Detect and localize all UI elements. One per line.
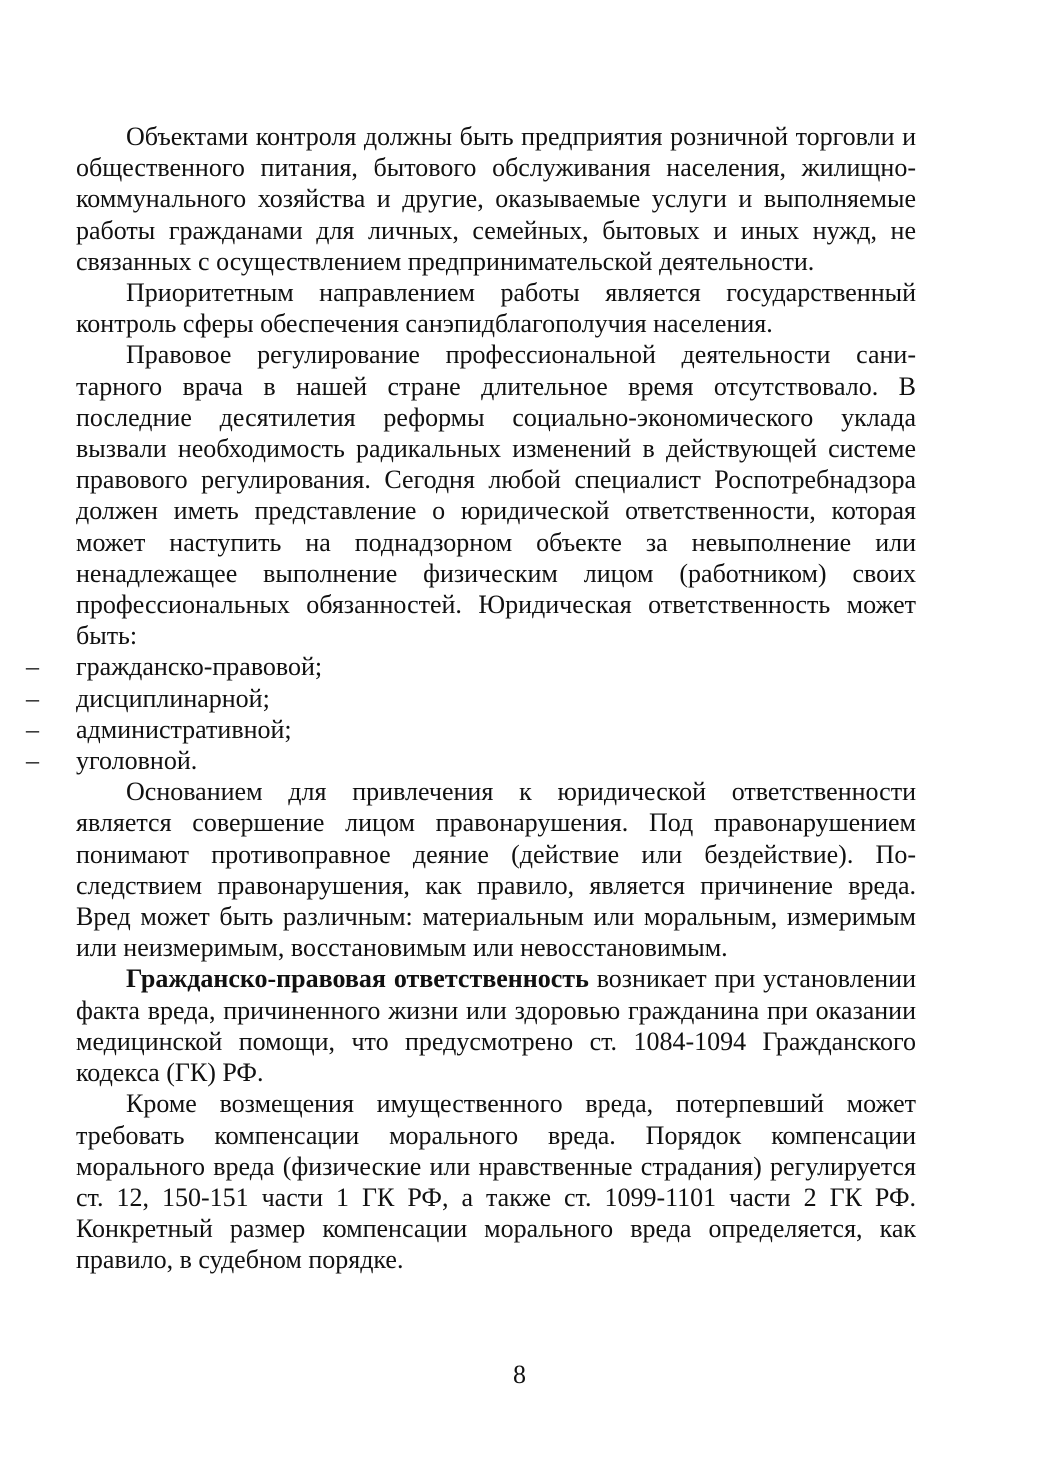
page-number: 8	[513, 1360, 526, 1389]
list-item-text: дисциплинарной;	[76, 683, 270, 713]
list-dash: –	[26, 714, 39, 744]
paragraph-legal-regulation: Правовое регулирование профессиональной деятельности санитарного врача в нашей стране длительное время отсутствовало. В последние десятилетия реформы социально-экономического уклада вызвали необходимость радикальных изменений в действующей системе правового регулирования. Сегодня любой специалист Роспотребнадзора должен иметь представление о юридической ответственности, которая может наступить на поднадзорном объекте за невыполнение или ненадлежащее выполнение физическим лицом (работником) своих профессиональных обязанностей. Юридическая ответственность может быть:	[76, 340, 916, 651]
term-civil-liability: Гражданско-правовая ответственность	[126, 964, 589, 994]
list-item	[26, 745, 916, 776]
list-dash: –	[26, 683, 39, 713]
paragraph-grounds-for-liability: Основанием для привлечения к юридической ответственности является совершение лицом правонарушения. Под правонарушением понимают противоправное деяние (действие или бездействие). Последствием правонарушения, как правило, является причинение вреда. Вред может быть различным: материальным или моральным, измеримым или неизмеримым, восстановимым или невосстановимым.	[76, 777, 916, 963]
paragraph-objects-of-control: Объектами контроля должны быть предприятия розничной торговли и общественного питания, бытового обслуживания населения, жилищно-коммунального хозяйства и другие, оказываемые услуги и выполняемые работы гражданами для личных, семейных, бытовых и иных нужд, не связанных с осуществлением предпринимательской деятельности.	[76, 122, 916, 276]
list-item	[26, 651, 916, 682]
paragraph-moral-damage: Кроме возмещения имущественного вреда, потерпевший может требовать компенсации морального вреда. Порядок компенсации морального вреда (физические или нравственные страдания) регулируется ст. 12, 150-151 части 1 ГК РФ, а также ст. 1099-1101 части 2 ГК РФ. Конкретный размер компенсации морального вреда определяется, как правило, в судебном порядке.	[76, 1089, 916, 1275]
list-item-text: гражданско-правовой;	[76, 652, 323, 682]
list-dash: –	[26, 652, 39, 682]
responsibility-types-list	[26, 651, 916, 776]
paragraph-civil-liability-text: возникает при установлении факта вреда, причиненного жизни или здоровью гражданина при оказании медицинской помощи, что предусмотрено ст. 1084-1094 Гражданского кодекса (ГК) РФ.	[76, 964, 916, 1088]
list-dash: –	[26, 746, 39, 776]
list-item	[26, 714, 916, 745]
paragraph-priority-direction: Приоритетным направлением работы является государственный контроль сферы обеспечения санэпидблагополучия населения.	[76, 278, 916, 339]
list-item	[26, 683, 916, 714]
list-item-text: административной;	[76, 714, 292, 744]
page-body	[26, 121, 916, 1276]
list-item-text: уголовной.	[76, 746, 198, 776]
paragraph-civil-liability	[76, 963, 916, 1088]
